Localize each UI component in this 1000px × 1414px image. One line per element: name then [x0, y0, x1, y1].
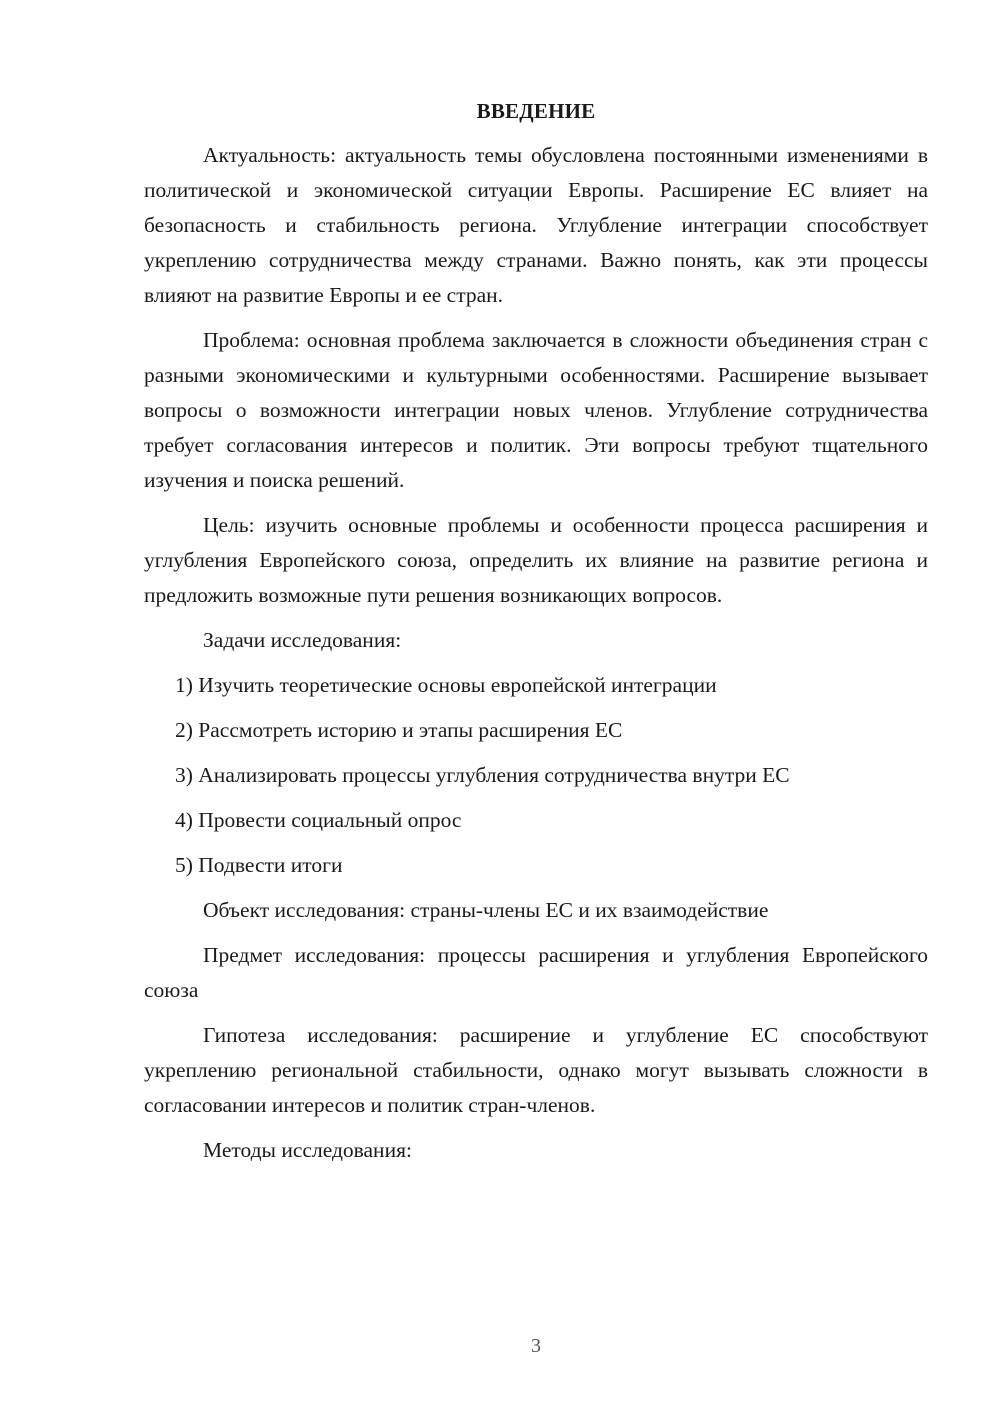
task-item: 4) Провести социальный опрос: [175, 808, 462, 832]
task-item: 1) Изучить теоретические основы европейской интеграции: [175, 673, 717, 697]
page-number: 3: [531, 1335, 541, 1357]
problem-paragraph: Проблема: основная проблема заключается в сложности объединения стран с разными экономическими и культурными особенностями. Расширение вызывает вопросы о возможности интеграции новых членов. Углубление сотрудничества требует согласования интересов и политик. Эти вопросы требуют тщательного изучения и поиска решений.: [144, 328, 928, 492]
tasks-heading: Задачи исследования:: [203, 628, 402, 652]
hypothesis-paragraph: Гипотеза исследования: расширение и углубление ЕС способствуют укреплению региональной стабильности, однако могут вызывать сложности в согласовании интересов и политик стран-членов.: [144, 1023, 928, 1117]
task-item: 3) Анализировать процессы углубления сотрудничества внутри ЕС: [175, 763, 790, 787]
page-content: [144, 96, 928, 1178]
goal-paragraph: Цель: изучить основные проблемы и особенности процесса расширения и углубления Европейского союза, определить их влияние на развитие региона и предложить возможные пути решения возникающих вопросов.: [144, 513, 928, 607]
page-title: ВВЕДЕНИЕ: [476, 99, 596, 123]
tasks-list: [144, 668, 928, 883]
relevance-paragraph: Актуальность: актуальность темы обусловлена постоянными изменениями в политической и экономической ситуации Европы. Расширение ЕС влияет на безопасность и стабильность региона. Углубление интеграции способствует укреплению сотрудничества между странами. Важно понять, как эти процессы влияют на развитие Европы и ее стран.: [144, 143, 928, 307]
subject-paragraph: Предмет исследования: процессы расширения и углубления Европейского союза: [144, 943, 928, 1002]
task-item: 2) Рассмотреть историю и этапы расширения ЕС: [175, 718, 623, 742]
object-paragraph: Объект исследования: страны-члены ЕС и их взаимодействие: [203, 898, 769, 922]
methods-heading: Методы исследования:: [203, 1138, 412, 1162]
task-item: 5) Подвести итоги: [175, 853, 343, 877]
